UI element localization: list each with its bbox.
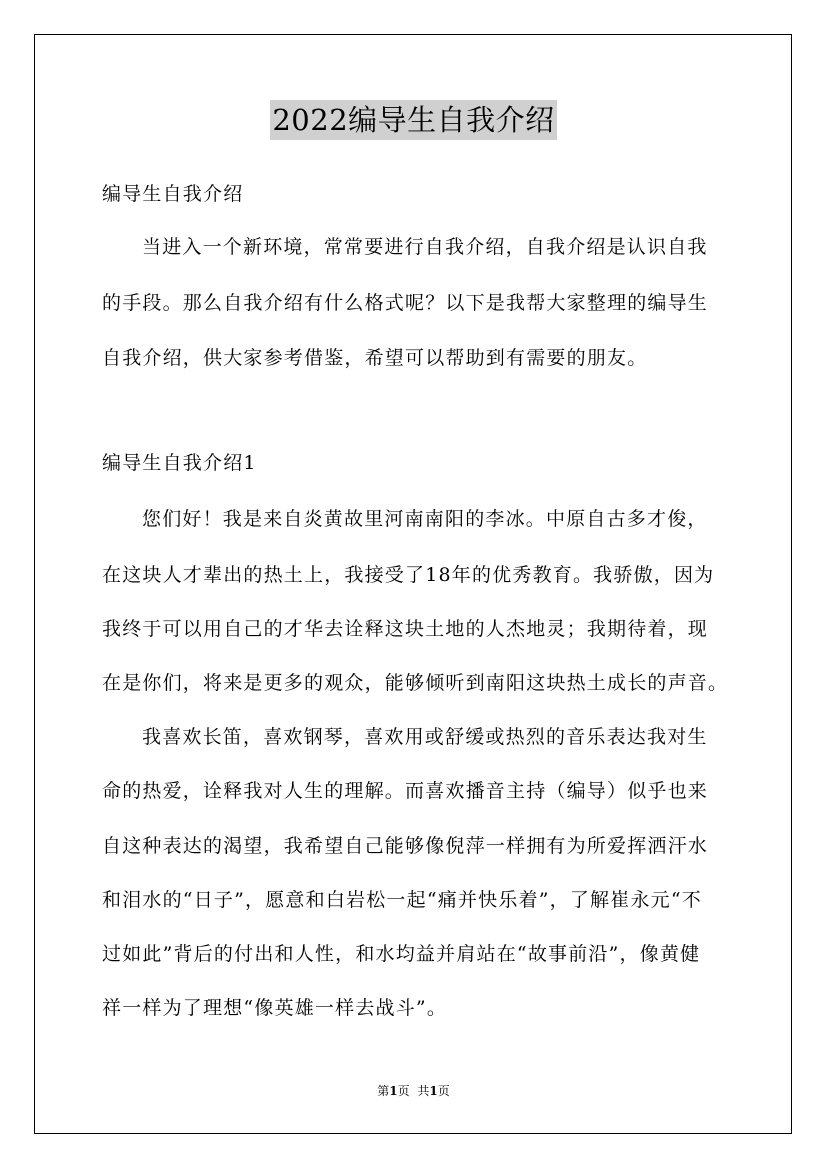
- intro-line-1: 当进入一个新环境，常常要进行自我介绍，自我介绍是认识自我: [142, 236, 708, 258]
- paragraph2-line-1: 我喜欢长笛，喜欢钢琴，喜欢用或舒缓或热烈的音乐表达我对生: [142, 726, 708, 748]
- section1-heading: 编导生自我介绍1: [102, 452, 257, 474]
- total-suffix: 页: [437, 1084, 450, 1098]
- paragraph1-line-2: 在这块人才辈出的热土上，我接受了18年的优秀教育。我骄傲，因为: [102, 564, 715, 586]
- total-prefix: 共: [417, 1084, 430, 1098]
- paragraph2-line-2: 命的热爱，诠释我对人生的理解。而喜欢播音主持（编导）似乎也来: [102, 780, 709, 802]
- page-number: 1: [389, 1084, 398, 1098]
- paragraph1-line-4: 在是你们，将来是更多的观众，能够倾听到南阳这块热土成长的声音。: [102, 672, 729, 694]
- intro-line-3: 自我介绍，供大家参考借鉴，希望可以帮助到有需要的朋友。: [102, 347, 648, 369]
- page-prefix: 第: [377, 1084, 390, 1098]
- paragraph2-line-5: 过如此”背后的付出和人性，和水均益并肩站在“故事前沿”，像黄健: [102, 943, 701, 965]
- paragraph2-line-6: 祥一样为了理想“像英雄一样去战斗”。: [102, 997, 448, 1019]
- intro-heading: 编导生自我介绍: [102, 183, 244, 205]
- page-suffix: 页: [397, 1084, 410, 1098]
- paragraph2-line-4: 和泪水的“日子”，愿意和白岩松一起“痛并快乐着”，了解崔永元“不: [102, 889, 702, 911]
- intro-line-2: 的手段。那么自我介绍有什么格式呢？以下是我帮大家整理的编导生: [102, 292, 709, 314]
- document-title: 2022编导生自我介绍: [270, 100, 556, 140]
- total-pages: 1: [429, 1084, 438, 1098]
- title-container: [0, 100, 827, 140]
- paragraph1-line-3: 我终于可以用自己的才华去诠释这块土地的人杰地灵；我期待着，现: [102, 618, 709, 640]
- paragraph1-line-1: 您们好！我是来自炎黄故里河南南阳的李冰。中原自古多才俊，: [142, 508, 708, 530]
- paragraph2-line-3: 自这种表达的渴望，我希望自己能够像倪萍一样拥有为所爱挥洒汗水: [102, 835, 709, 857]
- page-footer: [0, 1083, 827, 1099]
